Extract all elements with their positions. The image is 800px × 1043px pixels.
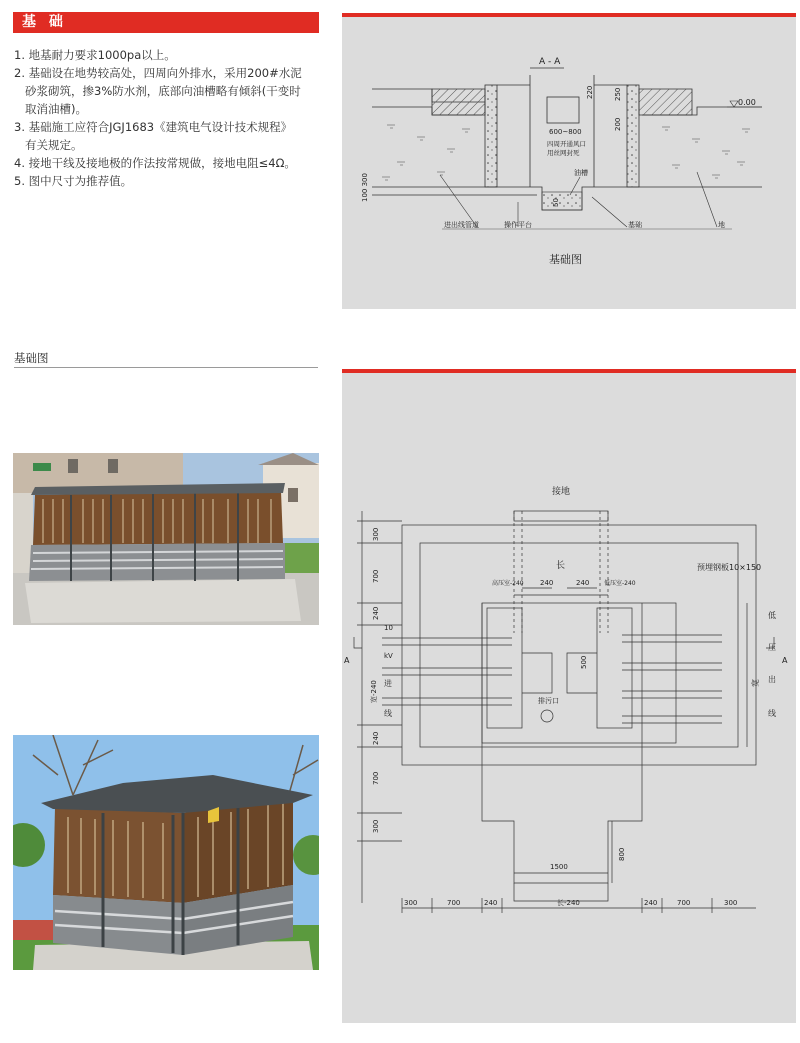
lv-out-4: 线 [768, 709, 776, 718]
note-line: 4. 接地干线及接地极的作法按常规做，接地电阻≤4Ω。 [14, 156, 296, 170]
lv-room-label: 低压室-240 [604, 580, 636, 587]
dim-250: 250 [614, 87, 622, 101]
dim-240-a: 240 [540, 579, 554, 587]
width-label: 宽 [751, 679, 760, 687]
hv-room-label: 高压室-240 [492, 580, 524, 587]
dim-700-b2: 700 [677, 899, 691, 907]
grounding-label: 接地 [552, 487, 571, 497]
dim-240-b1: 240 [484, 899, 498, 907]
notes-list [14, 46, 324, 190]
note-item [14, 172, 324, 190]
incoming-1: 进 [384, 679, 392, 688]
label-foundation: 基础 [628, 221, 642, 229]
section-label: A - A [539, 57, 561, 67]
lv-out-1: 低 [768, 611, 776, 620]
label-cable-pipe: 进出线管道 [444, 221, 479, 229]
note-line: 5. 图中尺寸为推荐值。 [14, 174, 133, 188]
substation-photo-2 [13, 735, 319, 970]
dim-300-b1: 300 [404, 899, 418, 907]
oil-tank-label: 油槽 [574, 169, 588, 177]
dim-100-300: 100 300 [361, 173, 369, 202]
section-mark-right: A [782, 656, 788, 665]
kv-unit: kV [384, 652, 393, 660]
width-minus-label: 宽-240 [370, 680, 378, 703]
dim-500: 500 [580, 655, 588, 669]
dim-300-bottom: 300 [372, 819, 380, 833]
note-item [14, 46, 324, 64]
section-header-title: 基 础 [22, 14, 67, 30]
lv-out-2: 压 [768, 643, 776, 652]
section-divider [14, 367, 318, 368]
foundation-plan-panel [342, 373, 796, 1023]
note-item [14, 64, 324, 118]
dim-600-800: 600~800 [549, 128, 582, 136]
dim-50: 50 [552, 198, 560, 207]
dim-300-b2: 300 [724, 899, 738, 907]
dim-200: 200 [614, 117, 622, 131]
dim-220: 220 [586, 85, 594, 99]
dim-300-top: 300 [372, 527, 380, 541]
note-line: 2. 基础设在地势较高处，四周向外排水，采用200#水泥 [14, 66, 302, 80]
foundation-section-panel [342, 17, 796, 309]
dim-700-bottom: 700 [372, 771, 380, 785]
label-ground: 地 [718, 221, 725, 229]
dim-700-b1: 700 [447, 899, 461, 907]
vent-note-2: 用丝网封死 [547, 149, 580, 157]
section-mark-left: A [344, 656, 350, 665]
dim-1500: 1500 [550, 863, 568, 871]
note-item [14, 154, 324, 172]
note-line: 1. 地基耐力要求1000pa以上。 [14, 48, 176, 62]
diagram-caption: 基础图 [549, 253, 582, 266]
note-line: 有关规定。 [25, 138, 83, 152]
note-line: 3. 基础施工应符合JGJ1683《建筑电气设计技术规程》 [14, 120, 293, 134]
note-line: 取消油槽)。 [25, 102, 87, 116]
label-platform: 操作平台 [504, 221, 532, 229]
embedded-plate-label: 预埋钢板10×150 [697, 563, 762, 572]
incoming-2: 线 [384, 709, 392, 718]
dim-240-left-b: 240 [372, 731, 380, 745]
dim-240-left-a: 240 [372, 606, 380, 620]
length-minus-label: 长-240 [557, 899, 580, 907]
foundation-plan-diagram [342, 373, 796, 1023]
foundation-section-diagram [342, 17, 796, 309]
kv-10: 10 [384, 624, 393, 632]
length-label: 长 [556, 561, 566, 571]
note-item [14, 118, 324, 154]
dim-800: 800 [618, 847, 626, 861]
dim-240-b2: 240 [644, 899, 658, 907]
note-line: 砂浆砌筑，掺3%防水剂，底部向油槽略有倾斜(干变时 [25, 84, 301, 98]
vent-note-1: 四周开通风口 [547, 140, 586, 148]
elevation-label: 0.00 [738, 98, 756, 107]
drain-label: 排污口 [538, 697, 559, 705]
section-heading: 基础图 [14, 351, 49, 365]
dim-700-top: 700 [372, 569, 380, 583]
substation-photo-1 [13, 453, 319, 625]
lv-out-3: 出 [768, 675, 776, 684]
dim-240-b: 240 [576, 579, 590, 587]
